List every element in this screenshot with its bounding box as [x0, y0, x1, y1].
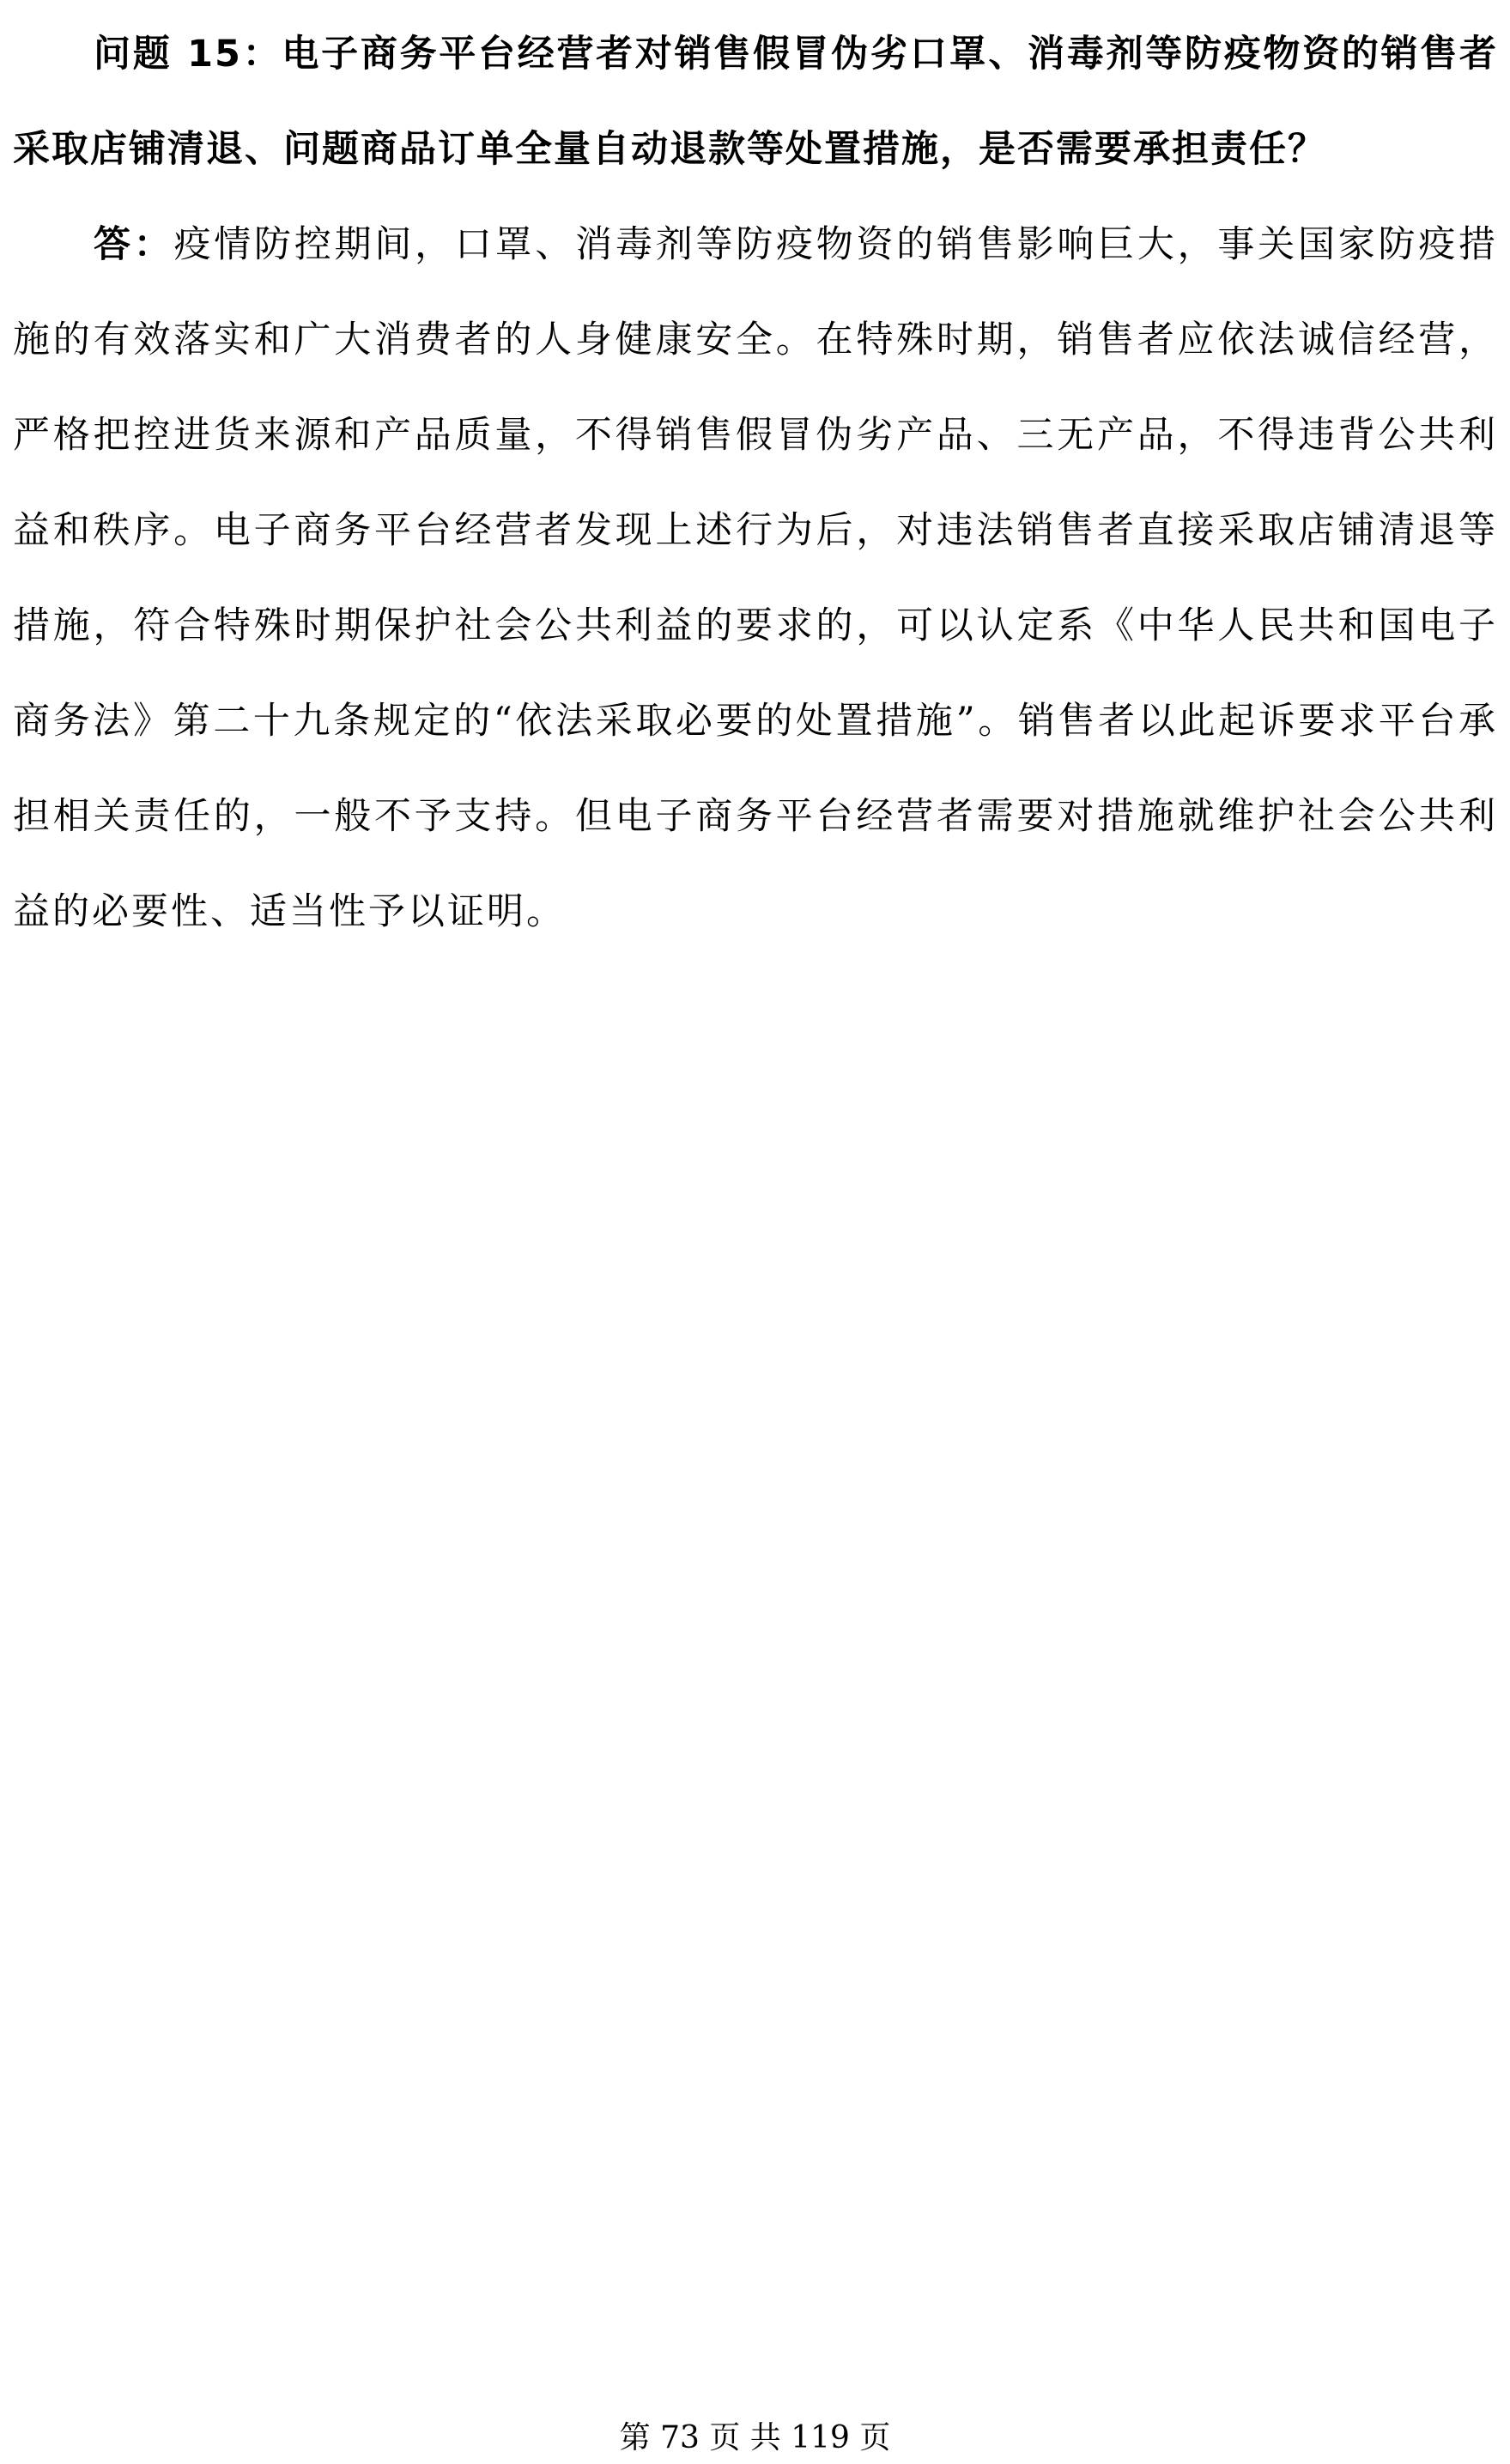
- question-paragraph: [13, 7, 1498, 197]
- question-label: 问题 15：: [94, 33, 282, 76]
- question-text: 电子商务平台经营者对销售假冒伪劣口罩、消毒剂等防疫物资的销售者采取店铺清退、问题商品订单全量自动退款等处置措施，是否需要承担责任？: [13, 33, 1499, 171]
- answer-text: 疫情防控期间，口罩、消毒剂等防疫物资的销售影响巨大，事关国家防疫措施的有效落实和广大消费者的人身健康安全。在特殊时期，销售者应依法诚信经营，严格把控进货来源和产品质量，不得销售假冒伪劣产品、三无产品，不得违背公共利益和秩序。电子商务平台经营者发现上述行为后，对违法销售者直接采取店铺清退等措施，符合特殊时期保护社会公共利益的要求的，可以认定系《中华人民共和国电子商务法》第二十九条规定的“依法采取必要的处置措施”。销售者以此起诉要求平台承担相关责任的，一般不予支持。但电子商务平台经营者需要对措施就维护社会公共利益的必要性、适当性予以证明。: [13, 223, 1499, 933]
- answer-paragraph: [13, 197, 1498, 960]
- answer-label: 答：: [94, 223, 174, 266]
- page-content: [13, 7, 1498, 960]
- page-number-footer: 第 73 页 共 119 页: [619, 2420, 891, 2455]
